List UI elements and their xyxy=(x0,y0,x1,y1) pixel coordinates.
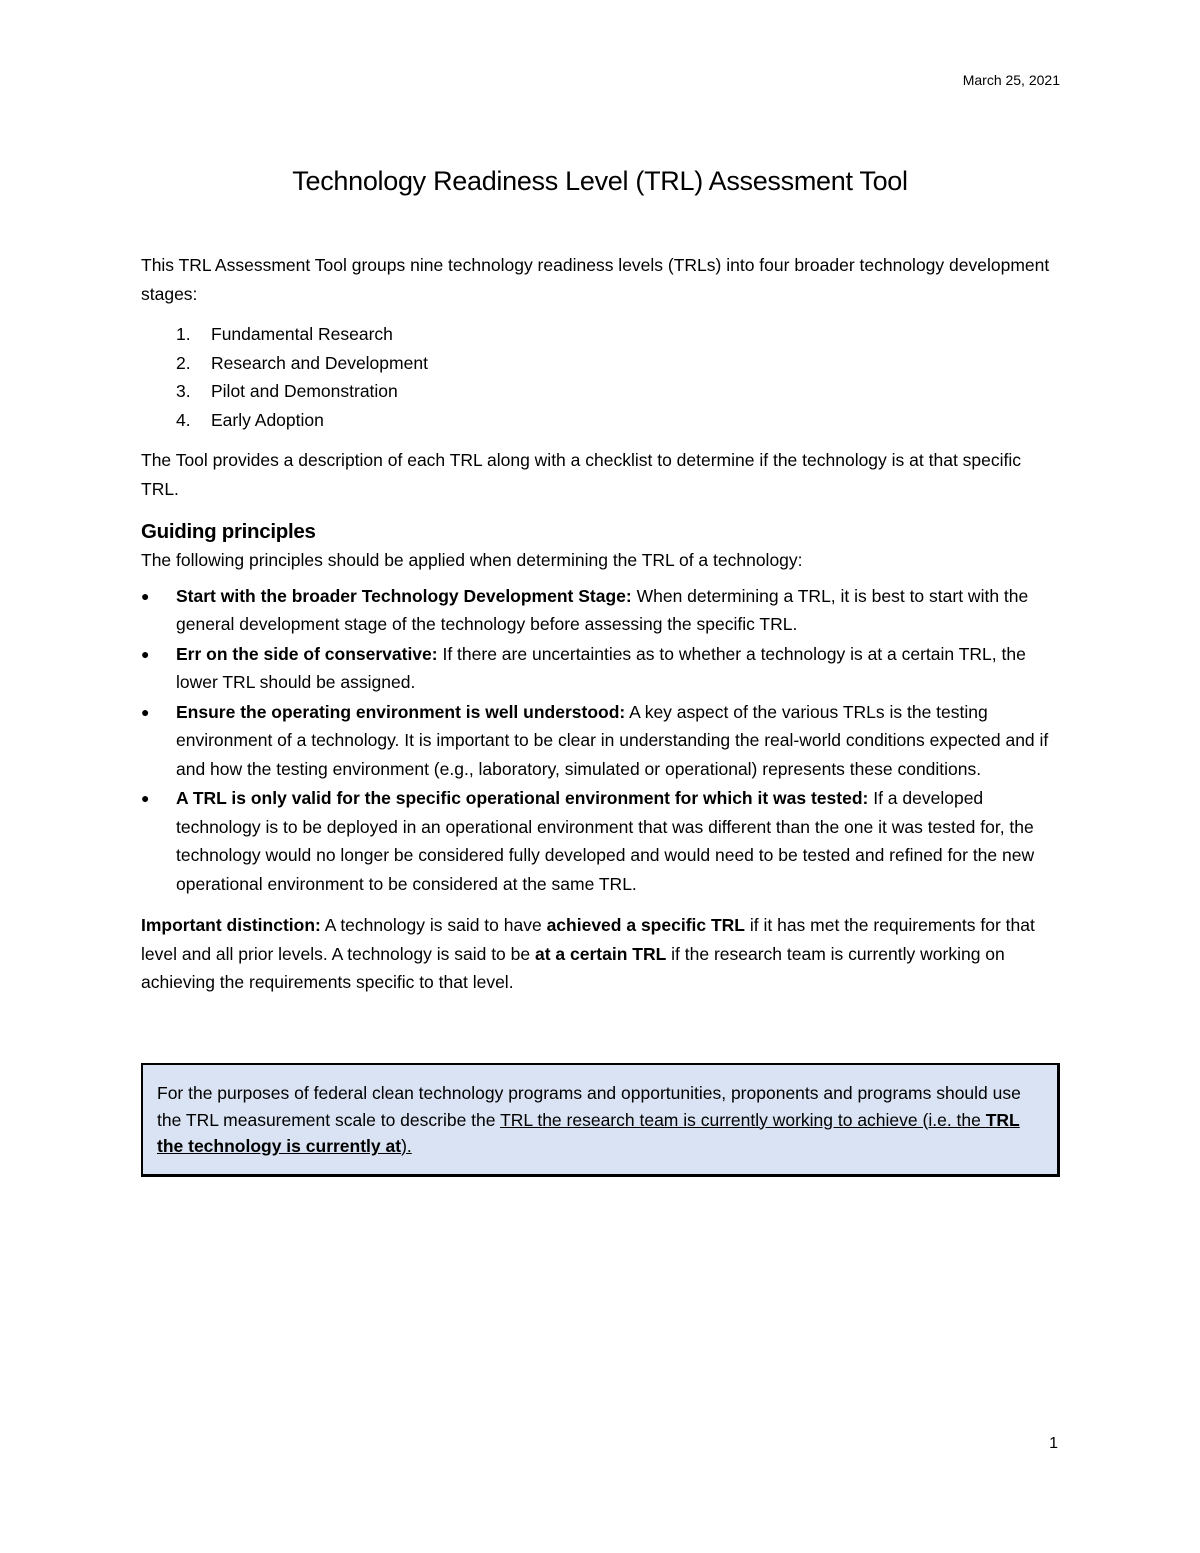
callout-text: For the purposes of federal clean technology programs and opportunities, proponents and programs should use the TRL measurement scale to describe the xyxy=(157,1083,1021,1130)
principle-title: Ensure the operating environment is well understood: xyxy=(176,701,626,722)
principle-text: If a developed technology is to be deployed in an operational environment that was different than the one it was tested for, the technology would no longer be considered fully developed and would need to be tested and refined for the new operational environment to be considered at the same TRL. xyxy=(176,788,1035,894)
important-distinction xyxy=(141,911,1061,997)
document-date: March 25, 2021 xyxy=(962,72,1060,88)
distinction-text: if it has met the requirements for that level and all prior levels. A technology is said to be xyxy=(141,915,1035,964)
guiding-principles-intro: The following principles should be applied when determining the TRL of a technology: xyxy=(141,550,803,570)
page-number: 1 xyxy=(1049,1435,1058,1452)
principle-item xyxy=(141,582,1061,639)
stage-number: 3. xyxy=(176,381,191,401)
stage-label: Early Adoption xyxy=(211,409,324,430)
stage-number: 2. xyxy=(176,352,191,373)
stage-label: Pilot and Demonstration xyxy=(211,381,398,401)
stage-item xyxy=(141,349,1061,378)
bullet-icon: ● xyxy=(141,790,150,806)
distinction-text: if the research team is currently working on achieving the requirements specific to that level. xyxy=(141,943,1005,992)
stages-list xyxy=(141,320,1061,434)
principles-list xyxy=(141,582,1061,899)
bullet-icon: ● xyxy=(141,703,150,720)
principle-text: A key aspect of the various TRLs is the testing environment of a technology. It is important to be clear in understanding the real-world conditions expected and if and how the testing environment (e.g., laboratory, simulated or operational) represents these conditions. xyxy=(176,701,1049,779)
principle-text: If there are uncertainties as to whether a technology is at a certain TRL, the lower TRL should be assigned. xyxy=(176,643,1026,692)
document-title: Technology Readiness Level (TRL) Assessment Tool xyxy=(292,166,908,196)
callout-box xyxy=(141,1063,1060,1177)
callout-underlined-text: ). xyxy=(401,1136,412,1156)
distinction-term-achieved: achieved a specific TRL xyxy=(546,915,745,935)
stage-item xyxy=(141,406,1061,435)
guiding-principles-heading: Guiding principles xyxy=(141,520,316,543)
callout-underlined-text: TRL the research team is currently working to achieve (i.e. the xyxy=(500,1109,986,1130)
document-body xyxy=(141,251,1061,997)
stage-number: 4. xyxy=(176,409,191,430)
callout-underlined-bold: TRL the technology is currently at xyxy=(157,1109,1020,1156)
stage-item xyxy=(141,377,1061,406)
distinction-text: A technology is said to have xyxy=(320,915,547,935)
intro-paragraph: This TRL Assessment Tool groups nine technology readiness levels (TRLs) into four broader technology development stages: xyxy=(141,255,1050,304)
stage-label: Research and Development xyxy=(211,352,428,373)
stage-label: Fundamental Research xyxy=(211,324,393,344)
principle-item xyxy=(141,784,1061,898)
principle-title: A TRL is only valid for the specific operational environment for which it was tested: xyxy=(176,788,869,808)
principle-text: When determining a TRL, it is best to start with the general development stage of the technology before assessing the specific TRL. xyxy=(176,585,1029,634)
principle-title: Err on the side of conservative: xyxy=(176,643,438,664)
principle-title: Start with the broader Technology Development Stage: xyxy=(176,585,632,606)
tool-description: The Tool provides a description of each TRL along with a checklist to determine if the technology is at that specific TRL. xyxy=(141,450,1022,499)
distinction-term-at: at a certain TRL xyxy=(534,943,667,964)
stage-number: 1. xyxy=(176,324,191,344)
stage-item xyxy=(141,320,1061,349)
principle-item xyxy=(141,640,1061,697)
bullet-icon: ● xyxy=(141,587,150,604)
bullet-icon: ● xyxy=(141,645,150,662)
distinction-label: Important distinction: xyxy=(141,915,321,935)
principle-item xyxy=(141,698,1061,784)
